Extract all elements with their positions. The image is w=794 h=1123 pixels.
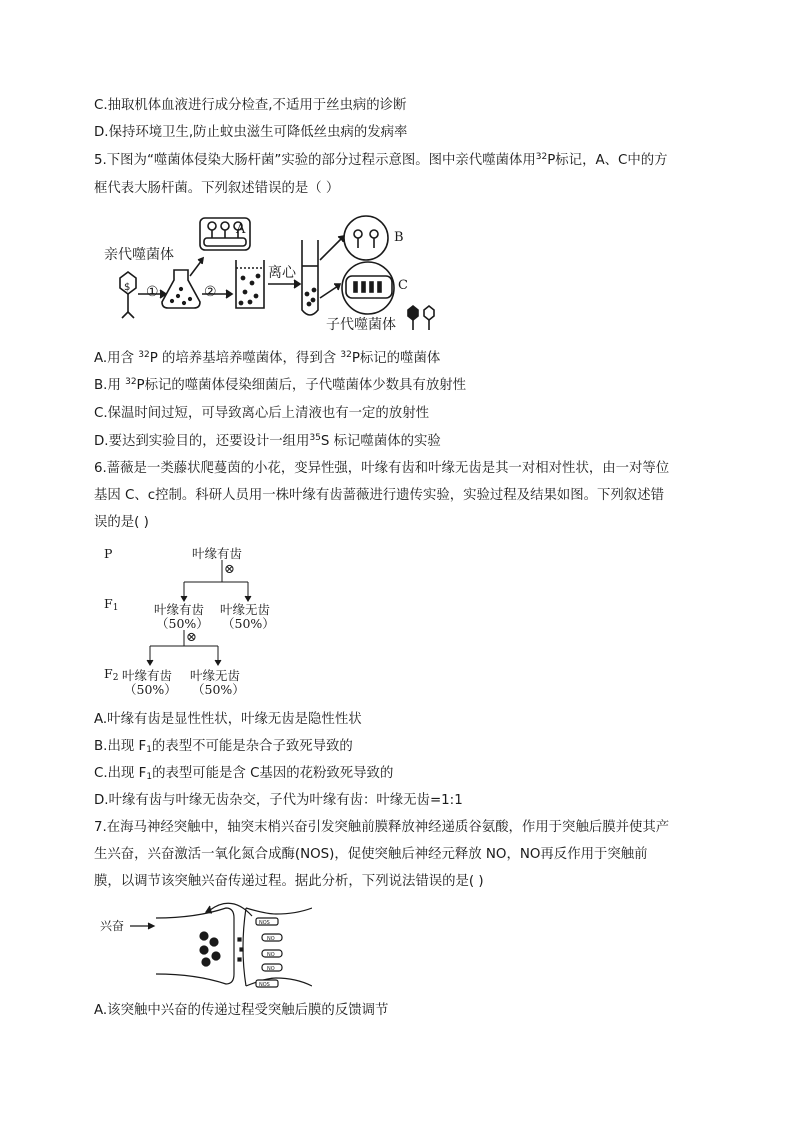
f2-untoothed-ratio: （50%） [192,682,245,697]
q6-stem-line3: 误的是( ) [94,515,149,530]
q4-option-c: C.抽取机体血液进行成分检查,不适用于丝虫病的诊断 [94,98,407,113]
box-c-label: C [398,278,408,293]
generation-subscript: 1 [146,745,152,755]
offspring-phage-icon [408,306,434,330]
q7-stem-line2: 生兴奋，兴奋激活一氧化氮合成酶(NOS)，促使突触后神经元释放 NO，NO再反作用于突触前 [94,847,648,862]
nos-label-bottom: NOS [259,982,270,988]
q6-cross-figure [98,540,298,700]
q7-synapse-figure [100,900,312,992]
no-label-3: NO [267,966,275,972]
self-cross-symbol: ⊗ [224,562,235,577]
isotope-superscript: 32 [340,350,352,360]
option-text: S 标记噬菌体的实验 [320,434,441,449]
culture-flask-icon [162,270,200,308]
box-b-label: B [394,230,404,245]
mixing-beaker-icon [236,260,264,308]
q5-stem-line2: 框代表大肠杆菌。下列叙述错误的是（ ） [94,181,340,196]
offspring-phage-label: 子代噬菌体 [326,317,396,333]
option-text: P 的培养基培养噬菌体，得到含 [149,351,341,366]
q5-option-b [94,376,466,396]
option-text: B.出现 F [94,739,147,754]
centrifuge-label: 离心 [268,265,296,281]
option-text: B.用 [94,378,126,393]
parent-phage-label: 亲代噬菌体 [104,247,174,263]
q6-option-c [94,764,393,784]
option-text: D.要达到实验目的，还要设计一组用 [94,434,310,449]
f1-toothed-ratio: （50%） [156,616,209,631]
generation-letter: F [104,666,113,681]
q6-stem-line2: 基因 C、c控制。科研人员用一株叶缘有齿蔷薇进行遗传实验，实验过程及结果如图。下列叙述错 [94,488,664,503]
option-text: P标记的噬菌体侵染细菌后，子代噬菌体少数具有放射性 [136,378,466,393]
f2-toothed-phenotype: 叶缘有齿 [122,668,173,683]
option-text: C.出现 F [94,766,147,781]
f2-toothed-ratio: （50%） [124,682,177,697]
isotope-superscript: 32 [125,377,137,387]
no-label-2: NO [267,952,275,958]
q7-option-a: A.该突触中兴奋的传递过程受突触后膜的反馈调节 [94,1003,389,1018]
isotope-superscript: 35 [309,433,321,443]
q5-option-c: C.保温时间过短，可导致离心后上清液也有一定的放射性 [94,406,429,421]
option-text: 的表型可能是含 C基因的花粉致死导致的 [152,766,394,781]
option-text: A.用含 [94,351,139,366]
generation-letter: F [104,596,113,611]
centrifuge-tube-icon [302,240,318,315]
excitation-label: 兴奋 [100,919,125,933]
q5-stem-line1 [94,151,668,171]
step-2-label: ② [204,284,217,300]
q7-stem-line1: 7.在海马神经突触中，轴突末梢兴奋引发突触前膜释放神经递质谷氨酸，作用于突触后膜并使其产 [94,820,670,835]
f2-untoothed-phenotype: 叶缘无齿 [190,668,241,683]
step-1-label: ① [146,284,159,300]
p-generation-label: P [104,546,113,561]
f1-generation-label [104,596,118,611]
f1-untoothed-ratio: （50%） [222,616,275,631]
q6-option-d: D.叶缘有齿与叶缘无齿杂交，子代为叶缘有齿：叶缘无齿=1:1 [94,793,463,808]
self-cross-symbol: ⊗ [186,630,197,645]
parent-phage-icon [120,272,136,318]
p-phenotype: 叶缘有齿 [192,546,243,561]
q5-option-d [94,432,441,452]
nos-label-top: NOS [259,920,270,926]
q7-stem-line3: 膜，以调节该突触兴奋传递过程。据此分析，下列说法错误的是( ) [94,874,484,889]
q5-stem-text: 5.下图为“噬菌体侵染大肠杆菌”实验的部分过程示意图。图中亲代噬菌体用 [94,153,536,168]
f2-generation-label [104,666,118,681]
f1-toothed-phenotype: 叶缘有齿 [154,602,205,617]
no-label-1: NO [267,936,275,942]
generation-subscript: 1 [112,603,119,613]
option-text: 的表型不可能是杂合子致死导致的 [151,739,353,754]
q6-stem-line1: 6.蔷薇是一类藤状爬蔓茵的小花，变异性强，叶缘有齿和叶缘无齿是其一对相对性状，由一对等位 [94,461,670,476]
generation-subscript: 1 [146,772,153,782]
isotope-superscript: 32 [138,350,150,360]
box-a-label: A [236,222,246,237]
q6-option-b [94,737,353,757]
q5-phage-figure [98,208,438,334]
generation-subscript: 2 [112,673,119,683]
q4-option-d: D.保持环境卫生,防止蚊虫滋生可降低丝虫病的发病率 [94,125,408,140]
q6-option-a: A.叶缘有齿是显性性状，叶缘无齿是隐性性状 [94,712,362,727]
isotope-superscript: 32 [535,152,548,162]
f1-untoothed-phenotype: 叶缘无齿 [220,602,271,617]
svg-text:$: $ [124,282,131,293]
synapse-diagram [100,900,312,992]
q5-option-a [94,349,440,369]
option-text: P标记的噬菌体 [351,351,441,366]
q5-stem-text: P标记，A、C中的方 [547,153,668,168]
